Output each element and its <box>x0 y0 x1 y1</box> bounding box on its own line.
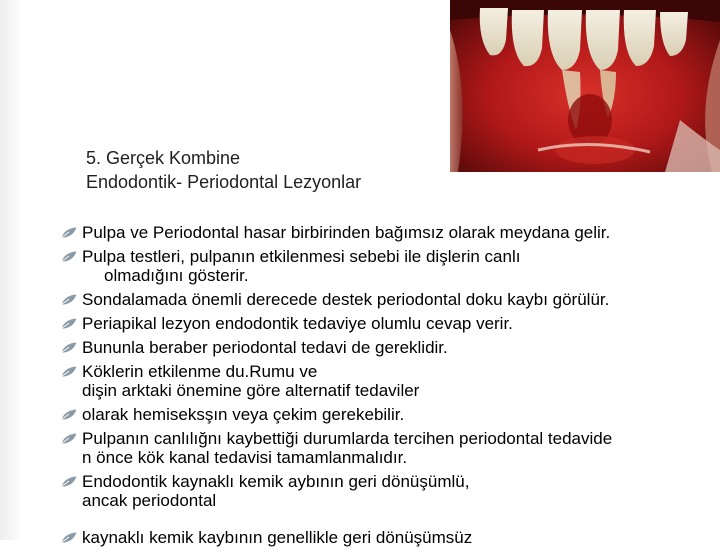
bullet-text: Pulpanın canlılığnı kaybettiği durumlarda tercihen periodontal tedavide <box>82 429 613 448</box>
dental-photo <box>450 0 720 172</box>
leaf-bullet-icon <box>60 226 78 240</box>
bullet-text: Bununla beraber periodontal tedavi de gereklidir. <box>82 338 448 357</box>
slide-title <box>86 146 456 194</box>
bullet-text: Endodontik kaynaklı kemik aybının geri dönüşümlü, <box>82 472 470 491</box>
bullet-item <box>58 405 718 424</box>
bullet-text-continued: dişin arktaki önemine göre alternatif tedaviler <box>82 381 420 400</box>
leaf-bullet-icon <box>60 408 78 422</box>
bullet-item <box>58 247 718 285</box>
leaf-bullet-icon <box>60 250 78 264</box>
bullet-item <box>58 528 718 547</box>
leaf-bullet-icon <box>60 365 78 379</box>
leaf-bullet-icon <box>60 293 78 307</box>
leaf-bullet-icon <box>60 531 78 545</box>
bullet-item <box>58 338 718 357</box>
bullet-text: Pulpa ve Periodontal hasar birbirinden bağımsız olarak meydana gelir. <box>82 223 611 242</box>
bullet-item-cut-off <box>58 528 718 552</box>
bullet-text-continued: n önce kök kanal tedavisi tamamlanmalıdır. <box>82 448 408 467</box>
slide-left-margin <box>0 0 22 540</box>
bullet-text: olarak hemiseksşın veya çekim gerekebilir. <box>82 405 405 424</box>
slide-title-line-2: Endodontik- Periodontal Lezyonlar <box>86 172 362 192</box>
leaf-bullet-icon <box>60 432 78 446</box>
bullet-text: Periapikal lezyon endodontik tedaviye olumlu cevap verir. <box>82 314 513 333</box>
bullet-text-continued: olmadığını gösterir. <box>104 266 249 285</box>
bullet-item <box>58 314 718 333</box>
bullet-text: kaynaklı kemik kaybının genellikle geri dönüşümsüz <box>82 528 473 547</box>
bullet-item <box>58 223 718 242</box>
bullet-text: Pulpa testleri, pulpanın etkilenmesi sebebi ile dişlerin canlı <box>82 247 521 266</box>
leaf-bullet-icon <box>60 317 78 331</box>
bullet-item <box>58 429 718 467</box>
bullet-text: Köklerin etkilenme du.Rumu ve <box>82 362 318 381</box>
bullet-item <box>58 472 718 510</box>
bullet-item <box>58 362 718 400</box>
leaf-bullet-icon <box>60 475 78 489</box>
bullet-list <box>58 223 718 515</box>
leaf-bullet-icon <box>60 341 78 355</box>
slide-title-line-1: 5. Gerçek Kombine <box>86 148 241 168</box>
bullet-text-continued: ancak periodontal <box>82 491 217 510</box>
bullet-item <box>58 290 718 309</box>
bullet-text: Sondalamada önemli derecede destek periodontal doku kaybı görülür. <box>82 290 610 309</box>
